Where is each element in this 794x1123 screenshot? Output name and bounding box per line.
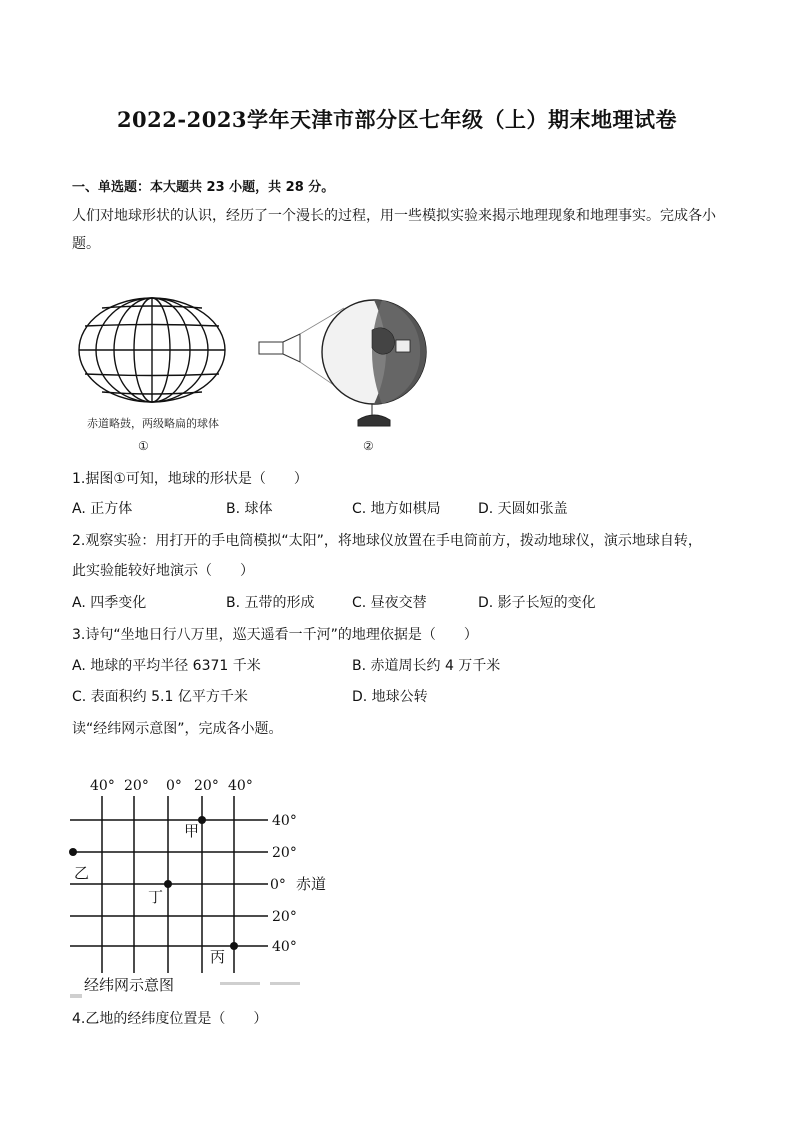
right-label-3: 20° bbox=[272, 909, 297, 925]
q3-option-a[interactable]: A. 地球的平均半径 6371 千米 bbox=[72, 658, 261, 674]
question-3-text: 3.诗句“坐地日行八万里，巡天遥看一千河”的地理依据是（ ） bbox=[72, 627, 478, 643]
graticule-caption: 经纬网示意图 bbox=[84, 976, 175, 994]
right-label-4: 40° bbox=[272, 939, 297, 955]
figure-caption-1: 赤道略鼓，两级略扁的球体 bbox=[87, 417, 219, 430]
q1-option-d[interactable]: D. 天圆如张盖 bbox=[478, 501, 568, 517]
q2-option-d[interactable]: D. 影子长短的变化 bbox=[478, 595, 596, 611]
top-label-4: 40° bbox=[228, 778, 253, 794]
figure-earth-shape bbox=[72, 290, 452, 460]
point-jia bbox=[198, 816, 206, 824]
top-label-3: 20° bbox=[194, 778, 219, 794]
point-yi bbox=[69, 848, 77, 856]
q2-option-c[interactable]: C. 昼夜交替 bbox=[352, 595, 427, 611]
label-ding: 丁 bbox=[148, 888, 164, 906]
oblate-sphere-drawing bbox=[79, 298, 225, 402]
graticule-points bbox=[69, 816, 238, 950]
q1-option-c[interactable]: C. 地方如棋局 bbox=[352, 501, 441, 517]
right-label-2: 0° bbox=[270, 877, 286, 893]
question-2-text-line2: 此实验能较好地演示（ ） bbox=[72, 563, 254, 579]
right-label-0: 40° bbox=[272, 813, 297, 829]
question-4-text: 4.乙地的经纬度位置是（ ） bbox=[72, 1011, 268, 1027]
figure-label-1: ① bbox=[138, 439, 149, 453]
intro-paragraph-1: 人们对地球形状的认识，经历了一个漫长的过程，用一些模拟实验来揭示地理现象和地理事实。完成各小题。 bbox=[72, 208, 716, 252]
question-2-text-line1: 2.观察实验：用打开的手电筒模拟“太阳”，将地球仪放置在手电筒前方，拨动地球仪，演示地球自转， bbox=[72, 533, 702, 549]
figure-label-2: ② bbox=[363, 439, 374, 453]
page-title: 2022-2023学年天津市部分区七年级（上）期末地理试卷 bbox=[116, 107, 678, 132]
q1-option-a[interactable]: A. 正方体 bbox=[72, 501, 133, 517]
top-label-0: 40° bbox=[90, 778, 115, 794]
intro-paragraph-2: 读“经纬网示意图”，完成各小题。 bbox=[72, 721, 283, 737]
q3-option-b[interactable]: B. 赤道周长约 4 万千米 bbox=[352, 658, 501, 674]
graticule-figure bbox=[60, 768, 350, 1000]
label-bing: 丙 bbox=[210, 948, 226, 966]
q3-option-c[interactable]: C. 表面积约 5.1 亿平方千米 bbox=[72, 689, 248, 705]
globe-flashlight-drawing bbox=[259, 300, 426, 426]
right-label-1: 20° bbox=[272, 845, 297, 861]
earth-figure-svg bbox=[72, 290, 452, 460]
point-bing bbox=[230, 942, 238, 950]
top-label-1: 20° bbox=[124, 778, 149, 794]
label-yi: 乙 bbox=[74, 864, 90, 882]
q1-option-b[interactable]: B. 球体 bbox=[226, 501, 273, 517]
point-ding bbox=[164, 880, 172, 888]
q2-option-a[interactable]: A. 四季变化 bbox=[72, 595, 147, 611]
label-jia: 甲 bbox=[184, 822, 200, 840]
q3-option-d[interactable]: D. 地球公转 bbox=[352, 689, 428, 705]
section-heading: 一、单选题：本大题共 23 小题，共 28 分。 bbox=[72, 180, 335, 195]
graticule-svg bbox=[60, 768, 350, 1000]
q2-option-b[interactable]: B. 五带的形成 bbox=[226, 595, 315, 611]
question-1-text: 1.据图①可知，地球的形状是（ ） bbox=[72, 471, 308, 487]
equator-label: 赤道 bbox=[296, 875, 327, 893]
top-label-2: 0° bbox=[166, 778, 182, 794]
